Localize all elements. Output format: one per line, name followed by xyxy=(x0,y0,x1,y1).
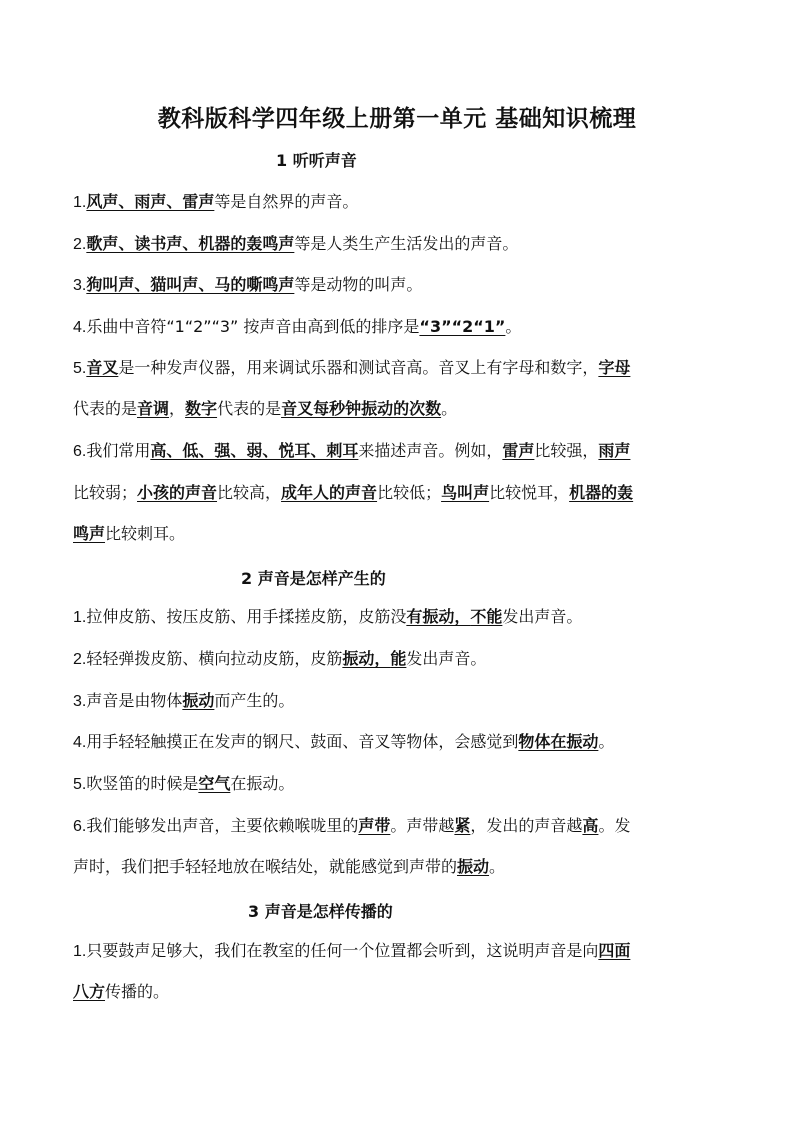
key-term: 机器的轰 xyxy=(569,483,634,502)
item-number: 2. xyxy=(73,236,87,253)
key-term: 鸣声 xyxy=(73,524,106,543)
key-term: 数字 xyxy=(185,399,218,418)
body-text: 。 xyxy=(505,317,522,336)
body-text: 我们常用 xyxy=(86,441,151,460)
key-term: 雨声 xyxy=(598,441,631,460)
list-item-line xyxy=(73,731,733,754)
list-item-line xyxy=(73,523,733,545)
section-heading: 2 声音是怎样产生的 xyxy=(241,569,386,588)
list-item-line xyxy=(73,815,733,838)
section-heading: 3 声音是怎样传播的 xyxy=(248,902,393,921)
key-term: 能 xyxy=(390,649,407,668)
list-item-line xyxy=(73,648,733,671)
body-text: 声音是由物体 xyxy=(86,691,183,710)
body-text: 比较高， xyxy=(217,483,282,502)
key-term: 高、低、强、弱、悦耳、刺耳 xyxy=(150,441,359,460)
key-term: 振动 xyxy=(182,691,215,710)
key-term: 字母 xyxy=(598,358,631,377)
key-term: 风声、雨声、雷声 xyxy=(86,192,215,211)
list-item-line xyxy=(73,274,733,297)
key-term: 歌声、读书声、机器的轰鸣声 xyxy=(86,234,295,253)
body-text: 来描述声音。例如， xyxy=(358,441,503,460)
key-term: 高 xyxy=(582,816,599,835)
body-text: 拉伸皮筋、按压皮筋、用手揉搓皮筋，皮筋没 xyxy=(86,607,407,626)
body-text: 是一种发声仪器，用来调试乐器和测试音高。音叉上有字母和数字， xyxy=(118,358,599,377)
body-text: 等是动物的叫声。 xyxy=(294,275,423,294)
item-number: 1. xyxy=(73,194,87,211)
item-number: 6. xyxy=(73,818,87,835)
body-text: 。 xyxy=(441,399,458,418)
key-term: 音叉每秒钟振动的次数 xyxy=(281,399,442,418)
body-text: 声时，我们把手轻轻地放在喉结处，就能感觉到声带的 xyxy=(73,857,458,876)
list-item-line xyxy=(73,440,733,463)
body-text: ， xyxy=(169,399,186,418)
body-text: 比较悦耳， xyxy=(489,483,570,502)
body-text: 发出声音。 xyxy=(406,649,487,668)
body-text: 。发 xyxy=(598,816,631,835)
key-term: 声带 xyxy=(358,816,391,835)
item-number: 6. xyxy=(73,443,87,460)
body-text: 乐曲中音符“1“2”“3” 按声音由高到低的排序是 xyxy=(86,317,420,336)
key-term: 空气 xyxy=(198,774,231,793)
body-text: 发出声音。 xyxy=(502,607,583,626)
list-item-line xyxy=(73,482,733,504)
item-number: 4. xyxy=(73,734,87,751)
body-text: 吹竖笛的时候是 xyxy=(86,774,199,793)
list-item-line xyxy=(73,316,733,339)
body-text: 等是自然界的声音。 xyxy=(214,192,359,211)
list-item-line xyxy=(73,856,733,878)
list-item-line xyxy=(73,191,733,214)
body-text: 比较弱； xyxy=(73,483,138,502)
key-term: 音叉 xyxy=(86,358,119,377)
body-text: 用手轻轻触摸正在发声的钢尺、鼓面、音叉等物体，会感觉到 xyxy=(86,732,519,751)
section-heading: 1 听听声音 xyxy=(276,151,357,170)
key-term: 紧 xyxy=(454,816,471,835)
body-text: 。 xyxy=(489,857,506,876)
body-text: 比较刺耳。 xyxy=(105,524,186,543)
body-text: 只要鼓声足够大，我们在教室的任何一个位置都会听到，这说明声音是向 xyxy=(86,941,599,960)
key-term: 振动 xyxy=(457,857,490,876)
document-title: 教科版科学四年级上册第一单元 基础知识梳理 xyxy=(157,106,637,132)
list-item-line xyxy=(73,981,733,1003)
body-text: 轻轻弹拨皮筋、横向拉动皮筋，皮筋 xyxy=(86,649,343,668)
key-term: 鸟叫声 xyxy=(441,483,490,502)
list-item-line xyxy=(73,690,733,713)
list-item-line xyxy=(73,606,733,629)
key-term: 雷声 xyxy=(502,441,535,460)
list-item-line xyxy=(73,233,733,256)
key-term: 八方 xyxy=(73,982,106,1001)
item-number: 3. xyxy=(73,277,87,294)
item-number: 5. xyxy=(73,360,87,377)
body-text: 我们能够发出声音，主要依赖喉咙里的 xyxy=(86,816,359,835)
key-term: 成年人的声音 xyxy=(281,483,378,502)
key-term: 狗叫声、猫叫声、马的嘶鸣声 xyxy=(86,275,295,294)
item-number: 2. xyxy=(73,651,87,668)
list-item-line xyxy=(73,940,733,963)
body-text: 。 xyxy=(598,732,615,751)
body-text: ，发出的声音越 xyxy=(470,816,583,835)
item-number: 5. xyxy=(73,776,87,793)
key-term: 小孩的声音 xyxy=(137,483,218,502)
body-text: 代表的是 xyxy=(217,399,282,418)
key-term: 有振动， xyxy=(406,607,471,626)
body-text: 在振动。 xyxy=(230,774,295,793)
body-text: 比较低； xyxy=(377,483,442,502)
body-text: 比较强， xyxy=(534,441,599,460)
item-number: 3. xyxy=(73,693,87,710)
key-term: 音调 xyxy=(137,399,170,418)
item-number: 1. xyxy=(73,943,87,960)
key-term: “3”“2“1” xyxy=(419,317,506,336)
list-item-line xyxy=(73,773,733,796)
key-term: 物体在振动 xyxy=(518,732,599,751)
key-term: 四面 xyxy=(598,941,631,960)
list-item-line xyxy=(73,357,733,380)
item-number: 4. xyxy=(73,319,87,336)
body-text: 而产生的。 xyxy=(214,691,295,710)
body-text: 。声带越 xyxy=(390,816,455,835)
key-term: 振动， xyxy=(342,649,391,668)
body-text: 等是人类生产生活发出的声音。 xyxy=(294,234,519,253)
body-text: 传播的。 xyxy=(105,982,170,1001)
body-text: 代表的是 xyxy=(73,399,138,418)
key-term: 不能 xyxy=(470,607,503,626)
item-number: 1. xyxy=(73,609,87,626)
list-item-line xyxy=(73,398,733,420)
